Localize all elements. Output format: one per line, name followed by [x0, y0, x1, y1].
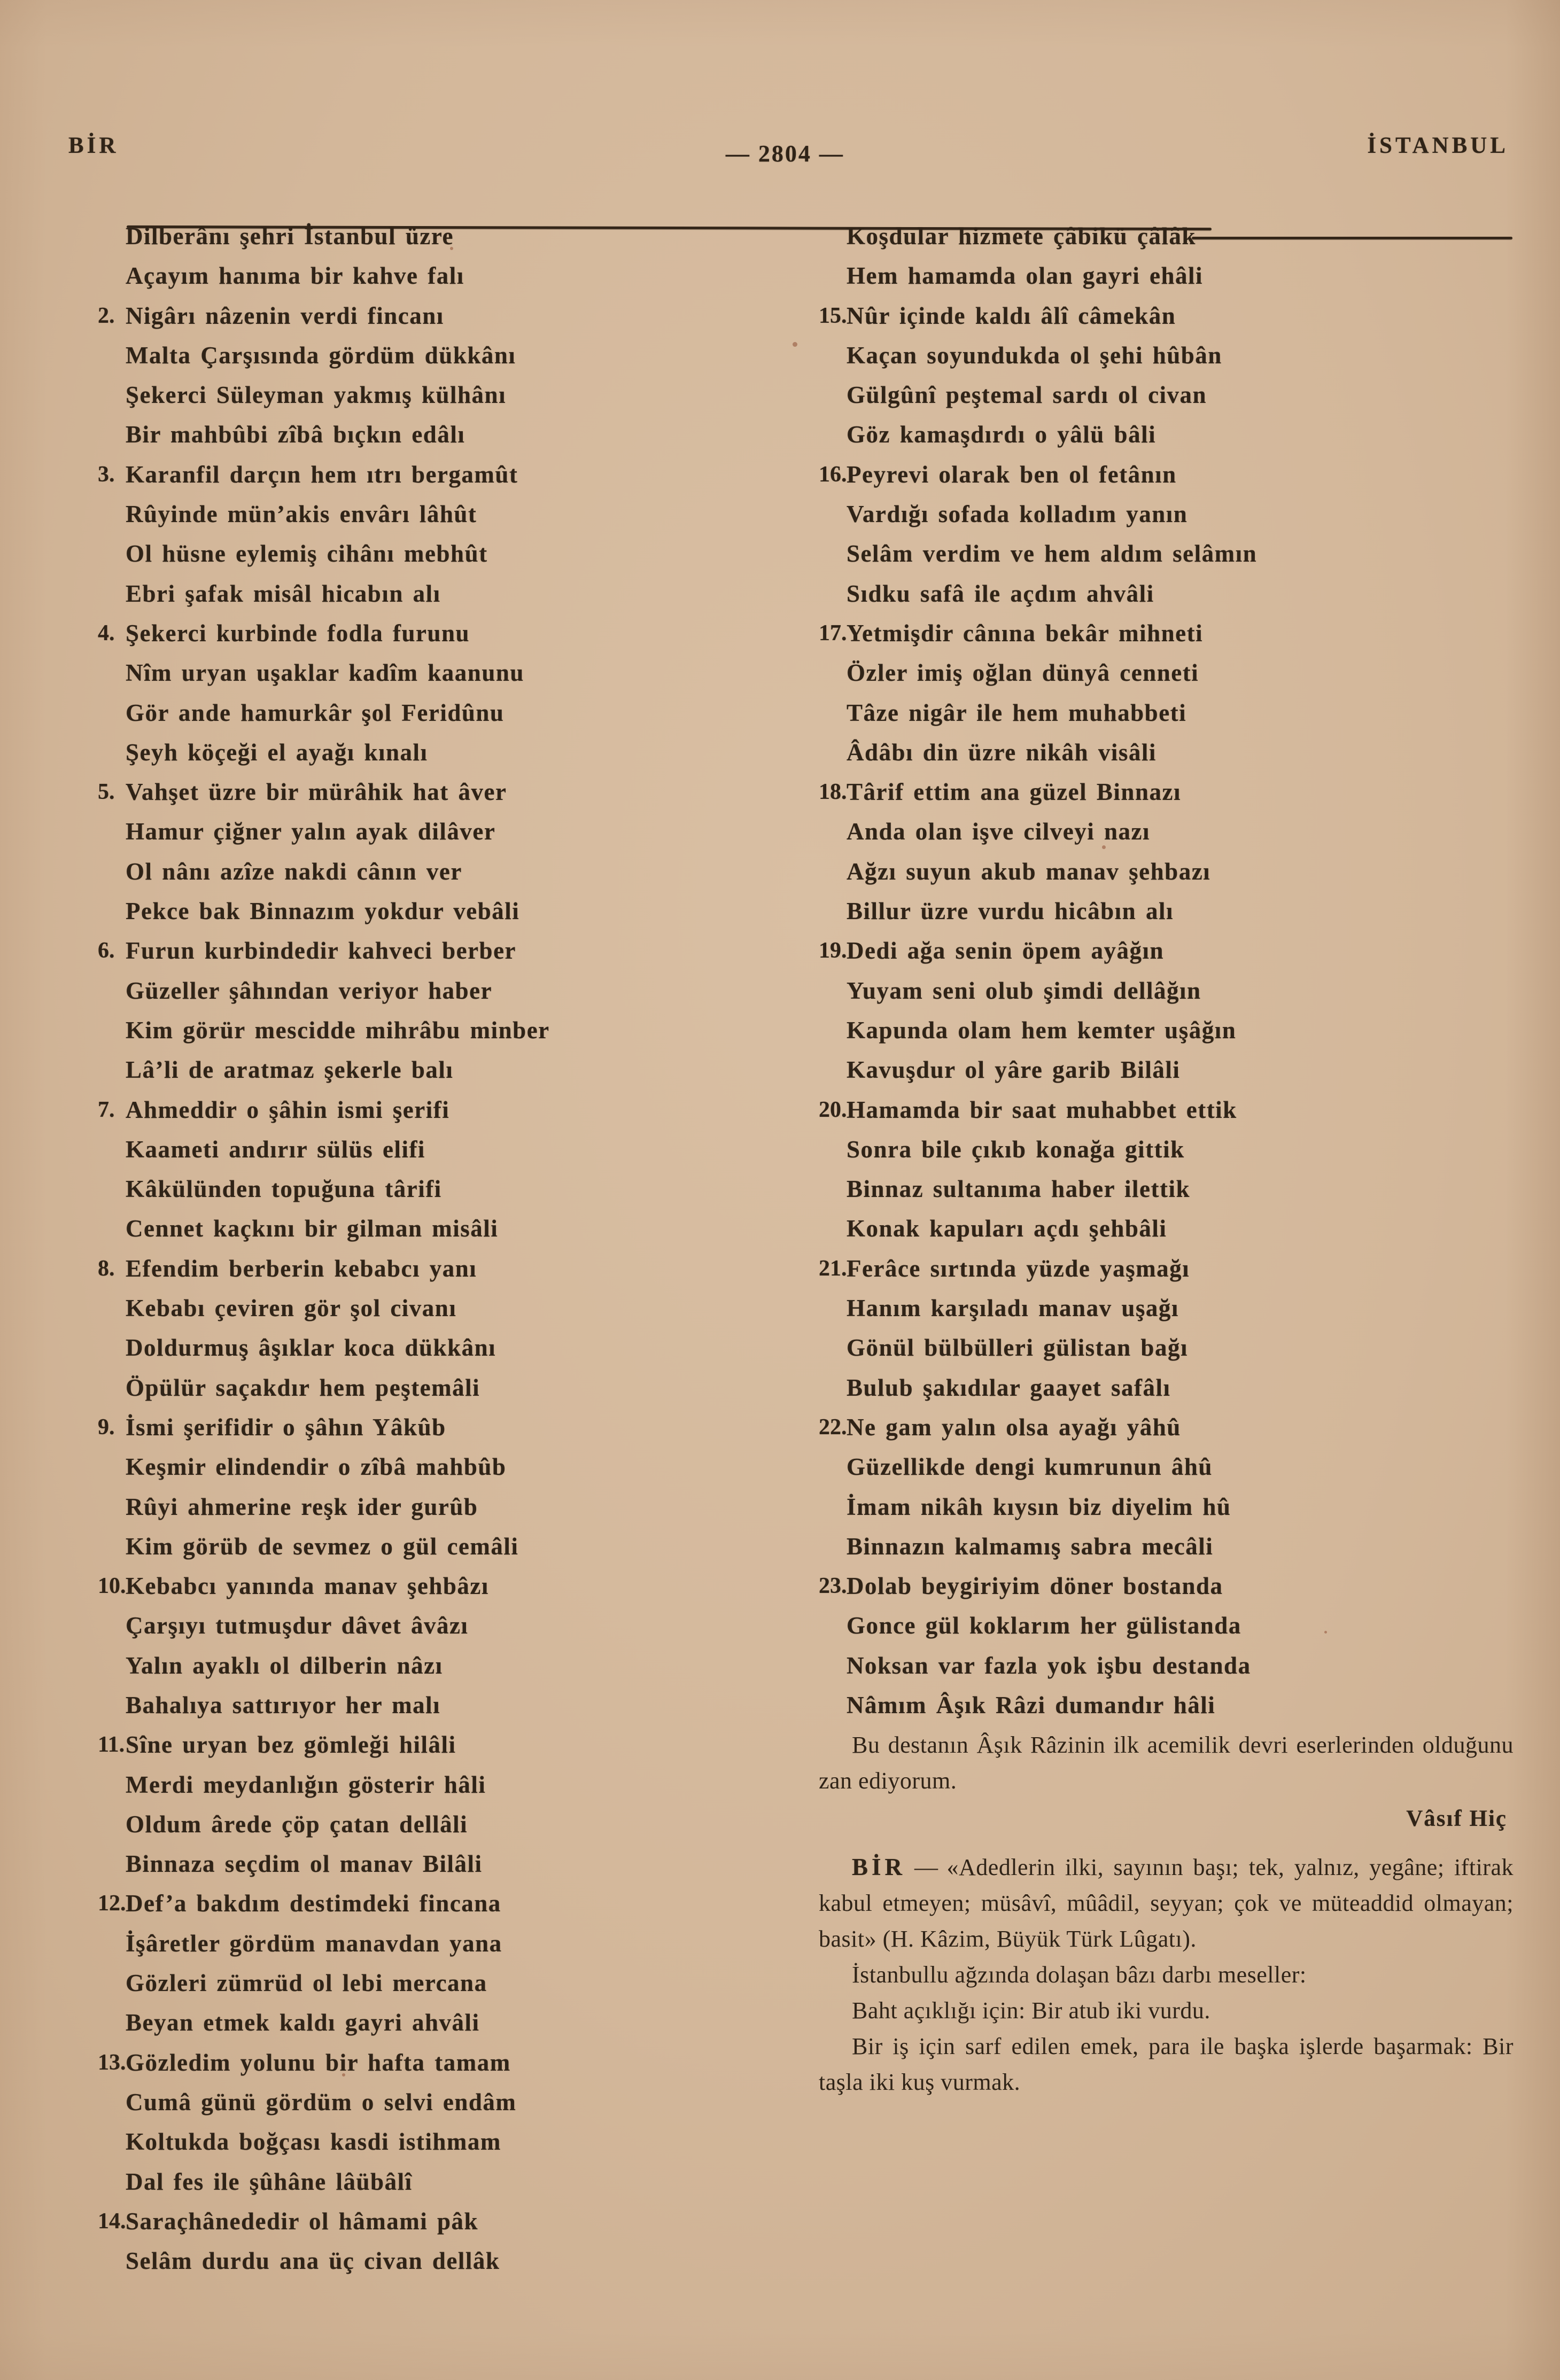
verse-line: Vahşet üzre bir mürâhik hat âver — [126, 779, 507, 806]
verse-line: Hamamda bir saat muhabbet ettik — [847, 1096, 1237, 1123]
stanza-lines — [126, 455, 777, 613]
verse-line: Anda olan işve cilveyi nazı — [847, 818, 1151, 845]
stanza — [819, 1249, 1514, 1407]
left-text-column — [98, 216, 777, 2281]
verse-line: Dolab beygiriyim döner bostanda — [847, 1573, 1223, 1600]
paper-speck — [793, 342, 797, 347]
stanza-lines — [126, 1249, 777, 1407]
verse-line: Hem hamamda olan gayri ehâli — [847, 262, 1203, 290]
verse-line: Konak kapuları açdı şehbâli — [847, 1215, 1167, 1242]
verse-line: Kaameti andırır sülüs elifi — [126, 1135, 425, 1163]
verse-line: Def’a bakdım destimdeki fincana — [126, 1890, 501, 1917]
stanza-lines — [126, 2202, 777, 2281]
stanza-lines — [847, 1407, 1514, 1566]
verse-line: Ebri şafak misâl hicabın alı — [126, 580, 441, 607]
attribution-note: Bu destanın Âşık Râzinin ilk acemilik devri eserlerinden olduğunu zan ediyorum. — [819, 1732, 1514, 1794]
verse-line: Ol hüsne eylemiş cihânı mebhût — [126, 540, 488, 567]
stanza — [98, 931, 777, 1090]
stanza-lines — [126, 216, 777, 296]
verse-line: Sîne uryan bez gömleği hilâli — [126, 1731, 456, 1759]
verse-line: Âdâbı din üzre nikâh visâli — [847, 738, 1157, 766]
stanza-number: 14. — [98, 2208, 126, 2234]
stanza — [98, 613, 777, 772]
dictionary-entry — [819, 1849, 1514, 1957]
stanza-number: 15. — [819, 303, 847, 328]
verse-line: Keşmir elindendir o zîbâ mahbûb — [126, 1453, 507, 1481]
stanza-number: 4. — [98, 620, 115, 645]
stanza-lines — [847, 455, 1514, 613]
verse-line: Ol nânı azîze nakdi cânın ver — [126, 858, 462, 885]
stanza-lines — [126, 1566, 777, 1725]
stanza — [98, 455, 777, 613]
stanza-lines — [847, 931, 1514, 1090]
page-number: — 2804 — — [725, 141, 844, 167]
prose-block — [819, 1727, 1514, 2100]
verse-line: Kim görür mescidde mihrâbu minber — [126, 1016, 550, 1044]
verse-line: Bir mahbûbi zîbâ bıçkın edâlı — [126, 421, 465, 448]
stanza — [819, 216, 1514, 296]
verse-line: Şekerci Süleyman yakmış külhânı — [126, 382, 507, 409]
stanza-number: 3. — [98, 462, 115, 487]
verse-line: Yuyam seni olub şimdi dellâğın — [847, 977, 1201, 1004]
verse-line: Lâ’li de aratmaz şekerle balı — [126, 1056, 454, 1084]
stanza-lines — [847, 1090, 1514, 1249]
verse-line: Doldurmuş âşıklar koca dükkânı — [126, 1334, 496, 1362]
stanza-lines — [847, 613, 1514, 772]
stanza-lines — [126, 1725, 777, 1884]
stanza-number: 2. — [98, 303, 115, 328]
stanza — [98, 1566, 777, 1725]
stanza — [98, 216, 777, 296]
stanza-lines — [847, 216, 1514, 296]
running-head-left-keyword: BİR — [68, 133, 119, 158]
entry-headword: BİR — [852, 1854, 906, 1881]
stanza — [98, 1090, 777, 1249]
verse-line: Şekerci kurbinde fodla furunu — [126, 619, 470, 647]
verse-line: Kim görüb de sevmez o gül cemâli — [126, 1533, 519, 1560]
left-verse-stanzas — [98, 216, 777, 2281]
verse-line: Tâze nigâr ile hem muhabbeti — [847, 699, 1187, 726]
author-signature: Vâsıf Hiç — [1406, 1806, 1507, 1832]
stanza-lines — [126, 1090, 777, 1249]
stanza-number: 10. — [98, 1574, 126, 1599]
verse-line: Dilberânı şehri İstanbul üzre — [126, 223, 454, 250]
verse-line: Dedi ağa senin öpem ayâğın — [847, 937, 1165, 965]
verse-line: Peyrevi olarak ben ol fetânın — [847, 461, 1177, 488]
verse-line: Kebabcı yanında manav şehbâzı — [126, 1573, 489, 1600]
stanza — [98, 1407, 777, 1566]
proverb-example-1: Baht açıklığı için: Bir atub iki vurdu. — [852, 1997, 1210, 2024]
stanza-lines — [126, 1407, 777, 1566]
stanza — [98, 1249, 777, 1407]
verse-line: Nigârı nâzenin verdi fincanı — [126, 302, 444, 329]
stanza — [819, 1566, 1514, 1725]
verse-line: İşâretler gördüm manavdan yana — [126, 1930, 502, 1957]
right-verse-stanzas — [819, 216, 1514, 1725]
verse-line: Kapunda olam hem kemter uşâğın — [847, 1016, 1237, 1044]
stanza — [98, 1725, 777, 1884]
stanza-number: 18. — [819, 780, 847, 805]
stanza-number: 16. — [819, 462, 847, 487]
verse-line: Kebabı çeviren gör şol civanı — [126, 1295, 457, 1322]
running-head-right-keyword: İSTANBUL — [1367, 133, 1509, 158]
verse-line: Ahmeddir o şâhin ismi şerifi — [126, 1096, 450, 1123]
verse-line: Ağzı suyun akub manav şehbazı — [847, 858, 1211, 885]
verse-line: Çarşıyı tutmuşdur dâvet âvâzı — [126, 1612, 469, 1639]
running-head — [68, 133, 1509, 165]
verse-line: Göz kamaşdırdı o yâlü bâli — [847, 421, 1157, 448]
stanza-number: 6. — [98, 938, 115, 963]
verse-line: Öpülür saçakdır hem peştemâli — [126, 1374, 480, 1401]
entry-definition: «Adedlerin ilki, sayının başı; tek, yalnız, yegâne; iftirak kabul etmeyen; müsâvî, mûâdil, seyyan; çok ve müteaddid olmayan; basit» (H. Kâzim, Büyük Türk Lûgatı). — [819, 1854, 1514, 1953]
verse-line: Bahalıya sattırıyor her malı — [126, 1691, 441, 1718]
stanza — [98, 2043, 777, 2202]
verse-line: Karanfil darçın hem ıtrı bergamût — [126, 461, 518, 488]
stanza-number: 17. — [819, 620, 847, 645]
stanza-lines — [126, 772, 777, 931]
stanza-number: 11. — [98, 1732, 125, 1757]
verse-line: Malta Çarşısında gördüm dükkânı — [126, 341, 516, 369]
stanza — [819, 1407, 1514, 1566]
paper-speck — [342, 2073, 345, 2076]
stanza-number: 13. — [98, 2050, 126, 2075]
verse-line: Noksan var fazla yok işbu destanda — [847, 1652, 1251, 1679]
stanza-number: 9. — [98, 1414, 115, 1440]
stanza — [819, 772, 1514, 931]
verse-line: Ne gam yalın olsa ayağı yâhû — [847, 1413, 1181, 1441]
verse-line: Vardığı sofada kolladım yanın — [847, 501, 1188, 528]
stanza — [819, 455, 1514, 613]
verse-line: Hamur çiğner yalın ayak dilâver — [126, 818, 496, 845]
stanza-lines — [126, 1884, 777, 2042]
verse-line: Güzeller şâhından veriyor haber — [126, 977, 493, 1004]
proverbs-intro: İstanbullu ağzında dolaşan bâzı darbı meseller: — [852, 1962, 1307, 1988]
stanza-lines — [847, 1566, 1514, 1725]
verse-line: Cumâ günü gördüm o selvi endâm — [126, 2088, 517, 2115]
stanza — [819, 931, 1514, 1090]
verse-line: Koşdular hizmete çâbikü çâlâk — [847, 223, 1196, 250]
stanza-number: 7. — [98, 1097, 115, 1122]
verse-line: Özler imiş oğlan dünyâ cenneti — [847, 659, 1199, 687]
stanza-lines — [847, 296, 1514, 455]
stanza-number: 19. — [819, 938, 847, 963]
verse-line: Pekce bak Binnazım yokdur vebâli — [126, 898, 520, 925]
entry-separator-dash: — — [914, 1854, 938, 1881]
verse-line: Şeyh köçeği el ayağı kınalı — [126, 738, 428, 766]
stanza-lines — [126, 613, 777, 772]
verse-line: Ferâce sırtında yüzde yaşmağı — [847, 1255, 1190, 1282]
stanza-lines — [126, 2043, 777, 2202]
verse-line: Gözledim yolunu bir hafta tamam — [126, 2049, 511, 2076]
verse-line: Kâkülünden topuğuna târifi — [126, 1176, 442, 1203]
verse-line: Kavuşdur ol yâre garib Bilâli — [847, 1056, 1181, 1084]
verse-line: Gözleri zümrüd ol lebi mercana — [126, 1970, 487, 1997]
verse-line: Billur üzre vurdu hicâbın alı — [847, 898, 1174, 925]
stanza-lines — [847, 772, 1514, 931]
verse-line: Yetmişdir cânına bekâr mihneti — [847, 619, 1204, 647]
verse-line: Kaçan soyundukda ol şehi hûbân — [847, 341, 1222, 369]
verse-line: Merdi meydanlığın gösterir hâli — [126, 1771, 486, 1798]
verse-line: Gör ande hamurkâr şol Feridûnu — [126, 699, 505, 726]
verse-line: Rûyi ahmerine reşk ider gurûb — [126, 1493, 478, 1520]
stanza-number: 23. — [819, 1574, 847, 1599]
stanza-number: 12. — [98, 1891, 126, 1916]
stanza-number: 22. — [819, 1414, 847, 1440]
verse-line: Bulub şakıdılar gaayet safâlı — [847, 1374, 1171, 1401]
stanza — [819, 613, 1514, 772]
verse-line: Gönül bülbülleri gülistan bağı — [847, 1334, 1188, 1362]
stanza-lines — [126, 931, 777, 1090]
stanza-number: 21. — [819, 1256, 847, 1281]
verse-line: Hanım karşıladı manav uşağı — [847, 1295, 1179, 1322]
stanza-lines — [126, 296, 777, 455]
verse-line: Rûyinde mün’akis envârı lâhût — [126, 501, 477, 528]
verse-line: Dal fes ile şûhâne lâübâlî — [126, 2168, 413, 2195]
verse-line: Oldum ârede çöp çatan dellâli — [126, 1810, 468, 1838]
stanza-number: 8. — [98, 1256, 115, 1281]
verse-line: Nâmım Âşık Râzi dumandır hâli — [847, 1691, 1216, 1718]
verse-line: Sonra bile çıkıb konağa gittik — [847, 1135, 1185, 1163]
verse-line: Sıdku safâ ile açdım ahvâli — [847, 580, 1154, 607]
verse-line: Beyan etmek kaldı gayri ahvâli — [126, 2009, 480, 2036]
verse-line: Binnazın kalmamış sabra mecâli — [847, 1533, 1214, 1560]
verse-line: Yalın ayaklı ol dilberin nâzı — [126, 1652, 443, 1679]
stanza — [98, 296, 777, 455]
verse-line: Nûr içinde kaldı âlî câmekân — [847, 302, 1176, 329]
verse-line: Nîm uryan uşaklar kadîm kaanunu — [126, 659, 524, 687]
verse-line: Binnaz sultanıma haber ilettik — [847, 1176, 1191, 1203]
verse-line: Selâm durdu ana üç civan dellâk — [126, 2247, 500, 2275]
stanza — [98, 2202, 777, 2281]
verse-line: İsmi şerifidir o şâhın Yâkûb — [126, 1413, 446, 1441]
verse-line: Güzellikde dengi kumrunun âhû — [847, 1453, 1213, 1481]
stanza-number: 5. — [98, 780, 115, 805]
stanza-number: 20. — [819, 1097, 847, 1122]
verse-line: Târif ettim ana güzel Binnazı — [847, 779, 1181, 806]
verse-line: Efendim berberin kebabcı yanı — [126, 1255, 477, 1282]
verse-line: Gülgûnî peştemal sardı ol civan — [847, 382, 1207, 409]
stanza — [819, 296, 1514, 455]
proverb-example-2: Bir iş için sarf edilen emek, para ile başka işlerde başarmak: Bir taşla iki kuş vurmak. — [819, 2033, 1514, 2096]
verse-line: Furun kurbindedir kahveci berber — [126, 937, 517, 965]
paper-speck — [1324, 1631, 1327, 1634]
right-text-column — [819, 216, 1514, 2100]
verse-line: Gonce gül koklarım her gülistanda — [847, 1612, 1241, 1639]
verse-line: Açayım hanıma bir kahve falı — [126, 262, 464, 290]
paper-speck — [450, 247, 453, 250]
stanza — [98, 1884, 777, 2042]
verse-line: Saraçhânededir ol hâmami pâk — [126, 2207, 478, 2235]
paper-speck — [1102, 845, 1106, 849]
stanza-lines — [847, 1249, 1514, 1407]
verse-line: İmam nikâh kıysın biz diyelim hû — [847, 1493, 1231, 1520]
verse-line: Koltukda boğçası kasdi istihmam — [126, 2128, 501, 2156]
verse-line: Cennet kaçkını bir gilman misâli — [126, 1215, 499, 1242]
stanza — [819, 1090, 1514, 1249]
verse-line: Selâm verdim ve hem aldım selâmın — [847, 540, 1258, 567]
verse-line: Binnaza seçdim ol manav Bilâli — [126, 1850, 483, 1878]
stanza — [98, 772, 777, 931]
